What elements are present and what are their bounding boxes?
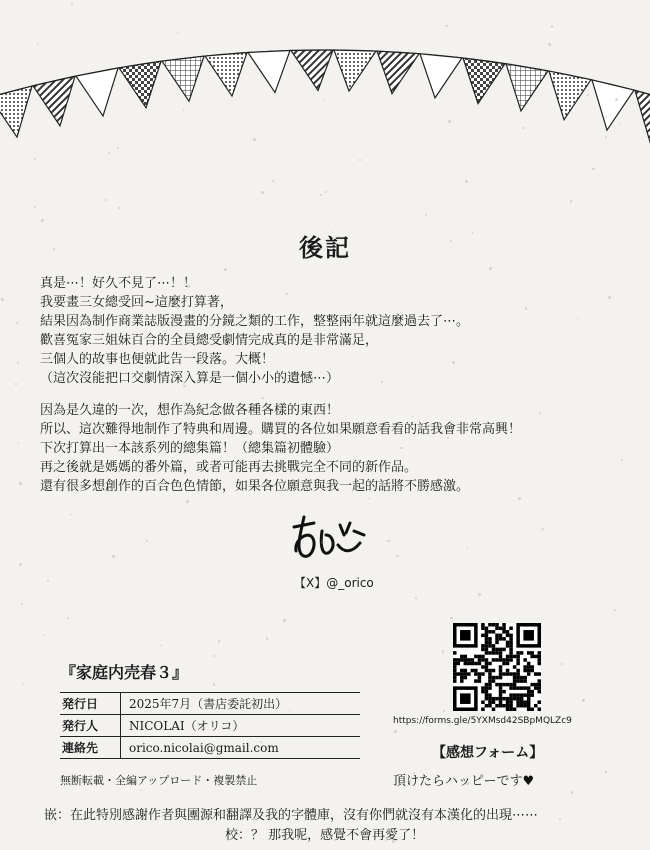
bunting-flag <box>119 61 161 108</box>
paper-speckle <box>53 248 55 250</box>
contact-email[interactable]: orico.nicolai@gmail.com <box>129 740 279 755</box>
paper-speckle <box>41 219 44 222</box>
divider <box>120 737 121 758</box>
bunting-flag <box>377 51 419 94</box>
paper-speckle <box>331 487 332 488</box>
afterword-paragraph-1 <box>40 274 640 388</box>
text-line: 還有很多想創作的百合色色情節，如果各位願意與我一起的話將不勝感激。 <box>40 479 470 494</box>
paper-speckle <box>442 650 444 652</box>
paper-speckle <box>387 540 390 543</box>
paper-speckle <box>43 800 44 801</box>
copyright-notice: 無断転載・全編アップロード・複製禁止 <box>60 774 258 787</box>
bunting-flag <box>248 51 290 93</box>
paper-speckle <box>21 603 23 605</box>
paper-speckle <box>213 655 215 657</box>
paper-speckle <box>489 267 492 270</box>
text-line: 所以、這次難得地制作了特典和周邊。購買的各位如果願意看看的話我會非常高興！ <box>40 422 522 437</box>
paper-speckle <box>582 699 584 701</box>
author-signature <box>288 505 368 565</box>
text-line: 三個人的故事也便就此告一段落。大概！ <box>40 352 275 367</box>
feedback-form-label: 【感想フォーム】 <box>432 745 544 761</box>
paper-speckle <box>608 296 611 299</box>
text-line: （這次沒能把口交劇情深入算是一個小小的遺憾⋯） <box>40 371 340 386</box>
credits-line-1: 嵌：在此特別感謝作者與團源和翻譯及我的字體庫，沒有你們就沒有本漢化的出現⋯⋯ <box>44 808 539 823</box>
paper-speckle <box>224 268 227 271</box>
bunting-flag <box>506 64 548 111</box>
paper-speckle <box>187 285 190 288</box>
text-line: 歡喜冤家三姐妹百合的全員總受劇情完成真的是非常滿足， <box>40 333 379 348</box>
colophon-row <box>60 692 360 714</box>
paper-speckle <box>410 591 412 593</box>
paper-speckle <box>15 383 17 385</box>
paper-speckle <box>17 362 19 364</box>
paper-speckle <box>614 609 616 611</box>
paper-speckle <box>320 194 322 196</box>
divider <box>120 693 121 714</box>
paper-speckle <box>425 214 427 216</box>
paper-speckle <box>615 98 618 101</box>
paper-speckle <box>605 771 606 772</box>
paper-speckle <box>261 397 263 399</box>
colophon-value: NICOLAI（オリコ） <box>129 719 245 733</box>
paper-speckle <box>363 646 364 647</box>
paper-speckle <box>213 683 215 685</box>
paper-speckle <box>518 497 520 499</box>
colophon-table <box>60 692 360 759</box>
bunting-flag <box>0 86 32 137</box>
paper-speckle <box>105 199 108 202</box>
colophon-label: 発行人 <box>62 719 99 733</box>
bunting-flag <box>635 90 650 142</box>
paper-speckle <box>466 547 467 548</box>
paper-speckle <box>48 195 49 196</box>
paper-speckle <box>67 617 69 619</box>
divider <box>120 715 121 736</box>
paper-speckle <box>443 710 445 712</box>
paper-speckle <box>621 459 623 461</box>
colophon-row <box>60 714 360 736</box>
paper-speckle <box>577 318 578 319</box>
feedback-url[interactable]: https://forms.gle/5YXMsd42SBpMQLZc9 <box>393 716 572 726</box>
bunting-flag <box>205 53 247 96</box>
paper-speckle <box>140 790 142 792</box>
afterword-title: 後記 <box>299 234 351 262</box>
paper-speckle <box>448 120 451 123</box>
text-line: 結果因為制作商業誌版漫畫的分鏡之類的工作，整整兩年就這麼過去了⋯。 <box>40 314 470 329</box>
paper-speckle <box>186 500 189 503</box>
paper-speckle <box>581 619 582 620</box>
colophon-label: 発行日 <box>62 697 99 711</box>
text-line: 因為是久違的一次，想作為紀念做各種各樣的東西！ <box>40 403 340 418</box>
paper-speckle <box>253 138 255 140</box>
paper-speckle <box>118 207 120 209</box>
text-line: 真是⋯！好久不見了⋯！！ <box>40 276 197 291</box>
paper-speckle <box>19 482 22 485</box>
text-line: 再之後就是媽媽的番外篇，或者可能再去挑戰完全不同的新作品。 <box>40 460 418 475</box>
text-line: 我要畫三女總受回~這麼打算著， <box>40 295 233 310</box>
paper-speckle <box>359 159 361 161</box>
paper-speckle <box>232 689 233 690</box>
paper-speckle <box>433 360 434 361</box>
paper-speckle <box>373 738 374 739</box>
paper-speckle <box>112 555 115 558</box>
paper-speckle <box>444 811 445 812</box>
paper-speckle <box>325 191 328 194</box>
bunting-flag <box>291 50 333 90</box>
paper-speckle <box>571 791 574 794</box>
paper-speckle <box>620 123 621 124</box>
paper-speckle <box>602 802 603 803</box>
paper-speckle <box>447 437 449 439</box>
book-title: 『家庭内売春３』 <box>60 663 189 682</box>
paper-speckle <box>368 498 369 499</box>
paper-speckle <box>146 540 149 543</box>
credits-line-2: 校：？ 那我呢，感覺不會再愛了！ <box>225 828 425 843</box>
paper-speckle <box>545 393 546 394</box>
paper-speckle <box>218 640 221 643</box>
paper-speckle <box>466 782 469 785</box>
paper-speckle <box>539 412 541 414</box>
paper-speckle <box>323 99 325 101</box>
paper-speckle <box>338 236 340 238</box>
bunting-flag <box>549 71 591 120</box>
bunting-flag <box>334 50 376 91</box>
paper-speckle <box>522 127 524 129</box>
afterword-paragraph-2 <box>40 401 640 496</box>
paper-speckle <box>160 645 161 646</box>
paper-speckle <box>34 206 36 208</box>
paper-speckle <box>65 177 66 178</box>
paper-speckle <box>283 619 286 622</box>
paper-speckle <box>266 637 269 640</box>
bunting-flag <box>420 54 462 98</box>
paper-speckle <box>114 84 115 85</box>
paper-speckle <box>396 555 399 558</box>
paper-speckle <box>561 663 563 665</box>
paper-speckle <box>404 57 406 59</box>
paper-speckle <box>542 528 544 530</box>
paper-speckle <box>70 514 71 515</box>
paper-speckle <box>478 593 481 596</box>
paper-speckle <box>613 613 614 614</box>
bunting-flag <box>76 68 118 116</box>
paper-speckle <box>412 416 414 418</box>
paper-speckle <box>332 231 334 233</box>
paper-speckle <box>321 541 324 544</box>
paper-speckle <box>381 381 383 383</box>
heart-icon: ♥ <box>522 774 535 789</box>
qr-code[interactable] <box>453 623 541 711</box>
paper-speckle <box>392 840 394 842</box>
paper-speckle <box>286 293 287 294</box>
paper-speckle <box>548 43 551 46</box>
paper-speckle <box>269 846 270 847</box>
paper-speckle <box>415 597 417 599</box>
paper-speckle <box>551 25 553 27</box>
text-line: 下次打算出一本該系列的總集篇！（總集篇初體驗） <box>40 441 340 456</box>
paper-speckle <box>144 468 146 470</box>
paper-speckle <box>272 180 274 182</box>
paper-speckle <box>16 322 18 324</box>
paper-speckle <box>1 298 4 301</box>
paper-speckle <box>18 442 19 443</box>
paper-speckle <box>47 580 49 582</box>
sns-handle: 【X】@_orico <box>294 576 374 590</box>
paper-speckle <box>68 357 70 359</box>
colophon-value: 2025年7月（書店委託初出） <box>129 697 288 711</box>
paper-speckle <box>124 528 125 529</box>
paper-speckle <box>20 563 22 565</box>
bunting-flag <box>463 58 505 104</box>
bunting-flag <box>592 80 634 130</box>
paper-speckle <box>465 180 468 183</box>
paper-speckle <box>264 557 265 558</box>
paper-speckle <box>43 634 44 635</box>
colophon-label: 連絡先 <box>62 741 99 755</box>
bunting-flag <box>162 56 204 101</box>
colophon-row <box>60 736 360 759</box>
paper-speckle <box>500 751 502 753</box>
paper-speckle <box>452 361 455 364</box>
feedback-sub-text: 頂けたらハッピーです <box>393 774 523 789</box>
paper-speckle <box>260 317 261 318</box>
paper-speckle <box>394 730 397 733</box>
paper-speckle <box>23 723 24 724</box>
paper-speckle <box>22 683 23 684</box>
paper-speckle <box>289 709 291 711</box>
paper-speckle <box>570 200 572 202</box>
paper-speckle <box>450 617 452 619</box>
paper-speckle <box>261 191 264 194</box>
